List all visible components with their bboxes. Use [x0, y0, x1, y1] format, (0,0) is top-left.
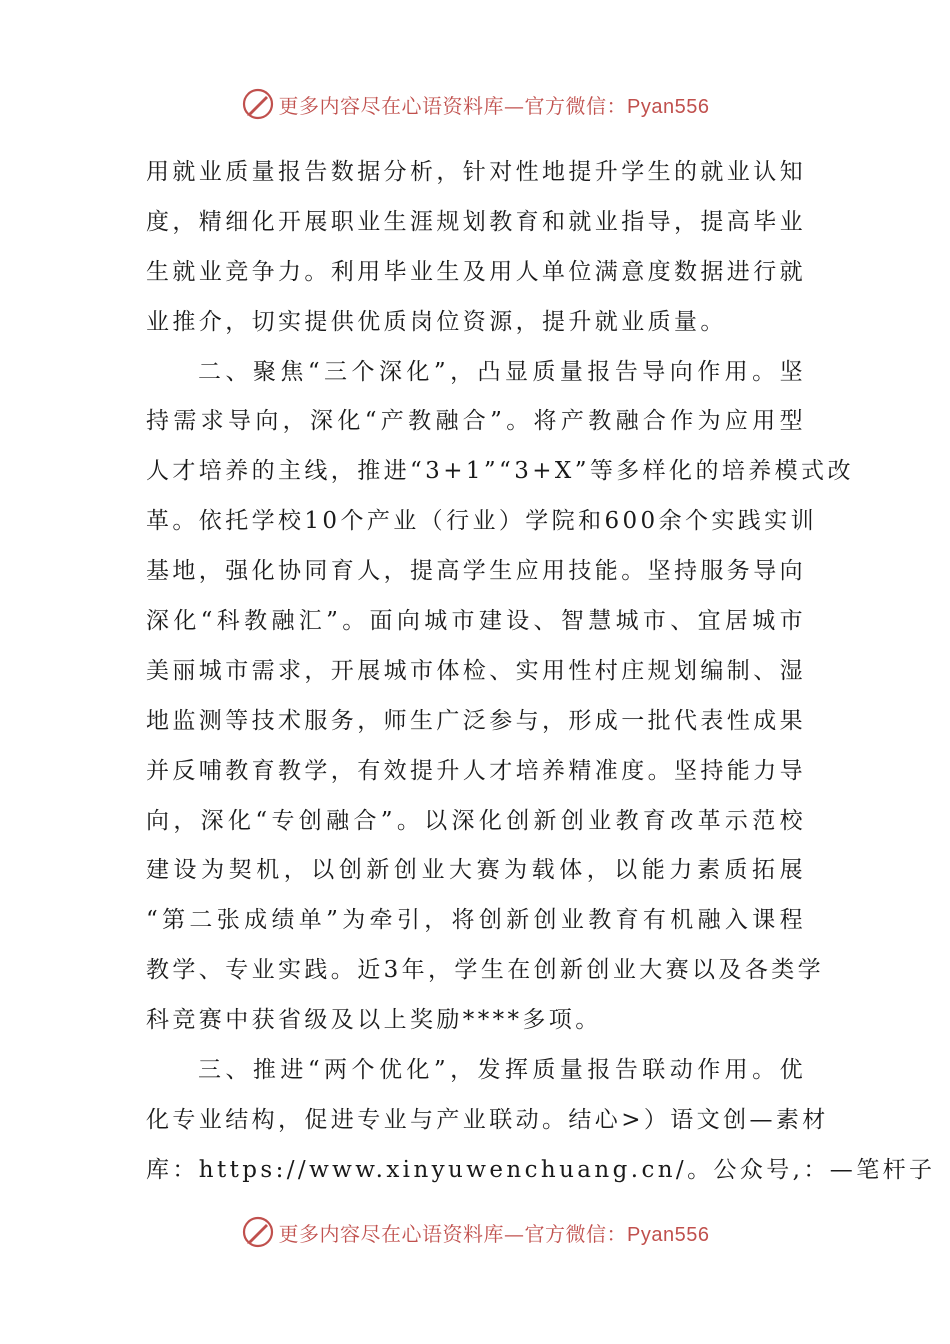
text-line: 持需求导向，深化“产教融合”。将产教融合作为应用型	[146, 408, 806, 435]
text-line: 库：https://www.xinyuwenchuang.cn/。公众号,：—笔杆子	[146, 1156, 936, 1183]
pen-logo-icon	[241, 87, 275, 121]
banner-wechat-id: Pyan556	[627, 1223, 710, 1246]
text-line: 用就业质量报告数据分析，针对性地提升学生的就业认知	[146, 159, 806, 185]
text-line: 二、聚焦“三个深化”，凸显质量报告导向作用。坚	[198, 358, 806, 385]
banner-text	[279, 1218, 710, 1247]
document-body	[146, 148, 936, 1196]
text-line: 地监测等技术服务，师生广泛参与，形成一批代表性成果	[146, 707, 806, 734]
banner-slogan: 更多内容尽在心语资料库—官方微信：	[278, 1221, 628, 1246]
text-line: 人才培养的主线，推进“3+1”“3+X”等多样化的培养模式改	[146, 458, 854, 485]
banner-text	[279, 90, 710, 119]
footer-banner	[0, 1212, 950, 1252]
text-line: 科竞赛中获省级及以上奖励****多项。	[146, 1007, 602, 1034]
banner-slogan: 更多内容尽在心语资料库—官方微信：	[278, 93, 628, 118]
text-line: 业推介，切实提供优质岗位资源，提升就业质量。	[146, 308, 727, 335]
text-line: 基地，强化协同育人，提高学生应用技能。坚持服务导向	[146, 558, 806, 585]
text-line: 教学、专业实践。近3年，学生在创新创业大赛以及各类学	[146, 957, 825, 984]
text-line: 建设为契机，以创新创业大赛为载体，以能力素质拓展	[146, 857, 806, 884]
pen-logo-icon	[241, 1215, 275, 1249]
text-line: 三、推进“两个优化”，发挥质量报告联动作用。优	[198, 1057, 806, 1084]
text-line: 革。依托学校10个产业（行业）学院和600余个实践实训	[146, 508, 817, 535]
text-line: 并反哺教育教学，有效提升人才培养精准度。坚持能力导	[146, 757, 806, 784]
text-line: 生就业竞争力。利用毕业生及用人单位满意度数据进行就	[146, 258, 806, 285]
text-line: 深化“科教融汇”。面向城市建设、智慧城市、宜居城市	[146, 608, 806, 635]
text-line: 美丽城市需求，开展城市体检、实用性村庄规划编制、湿	[146, 657, 806, 684]
text-line: “第二张成绩单”为牵引，将创新创业教育有机融入课程	[146, 907, 806, 934]
text-line: 化专业结构，促进专业与产业联动。结心>）语文创—素材	[146, 1106, 829, 1133]
banner-wechat-id: Pyan556	[627, 95, 710, 118]
text-line: 向，深化“专创融合”。以深化创新创业教育改革示范校	[146, 807, 806, 834]
header-banner	[0, 84, 950, 124]
text-line: 度，精细化开展职业生涯规划教育和就业指导，提高毕业	[146, 208, 806, 235]
